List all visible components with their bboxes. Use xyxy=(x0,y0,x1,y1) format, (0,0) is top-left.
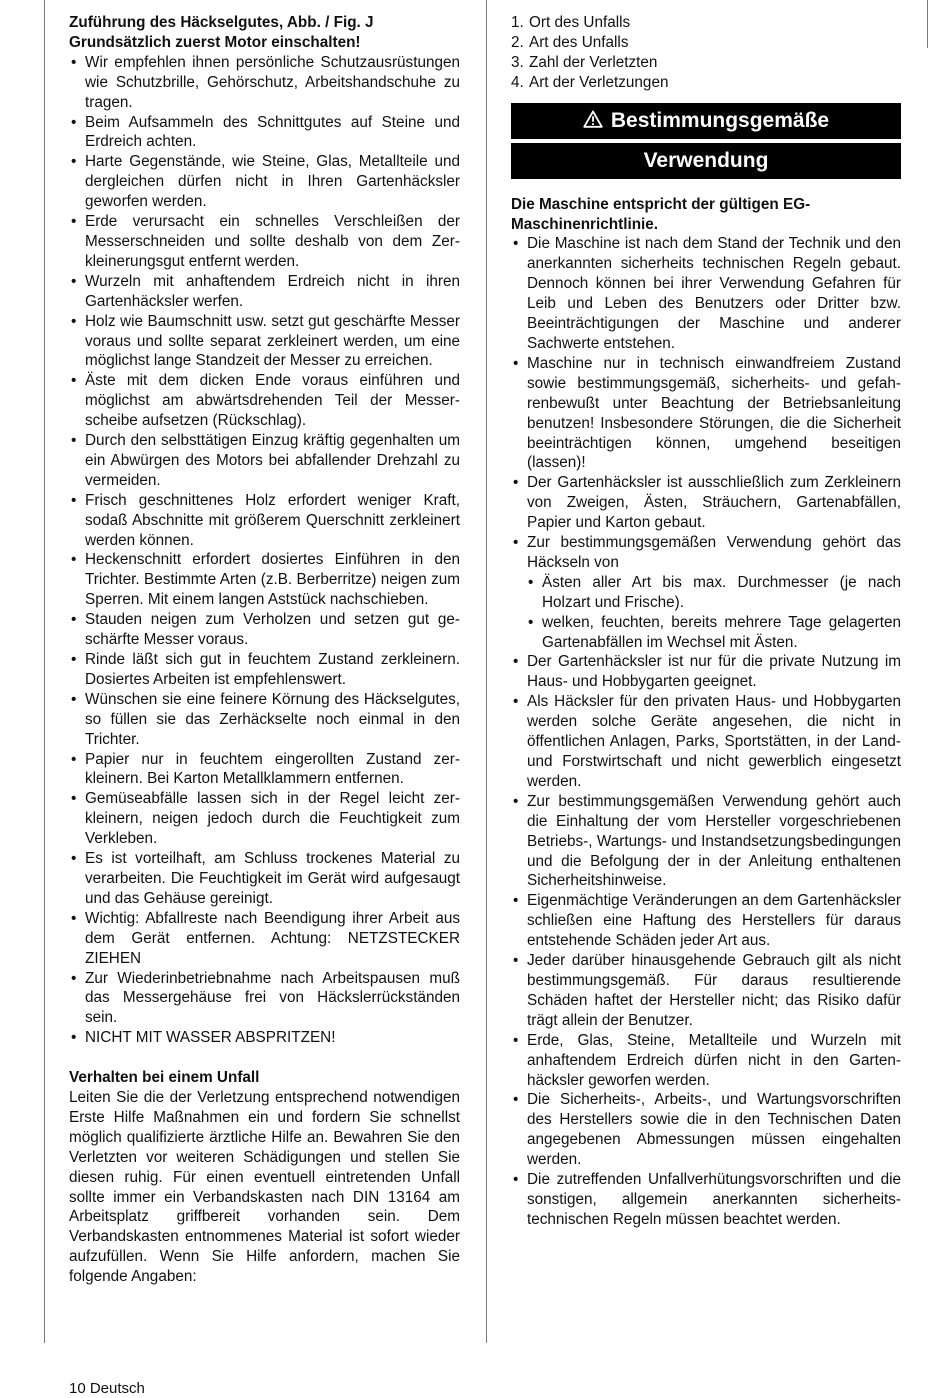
section-spacer xyxy=(69,1048,460,1068)
list-item: 2. Art des Unfalls xyxy=(511,33,629,51)
list-item: • Zur bestimmungsgemäßen Verwendung gehört auch die Einhaltung der vom Hersteller vorgeschriebenen Betriebs-, Wartungs- und Instandsetzungsbedingungen und die Befolgung der in der Anleitung enthaltenen Sicherheitshinweise. xyxy=(511,792,901,892)
list-item: • Rinde läßt sich gut in feuchtem Zustand zerkleinern. Dosiertes Arbeiten ist empfehlenswert. xyxy=(69,650,460,690)
column-divider-rule xyxy=(486,0,487,1343)
list-item: • NICHT MIT WASSER ABSPRITZEN! xyxy=(69,1028,460,1048)
page-footer: 10 Deutsch xyxy=(69,1380,145,1397)
list-item: • Zur bestimmungsgemäßen Verwendung gehört das Häckseln von • Ästen aller Art bis max. Durchmesser (je nach Holzart und Frische). • welken, feuchten, bereits mehrere Tage gelagerten Gartenabfällen im Wechsel mit Ästen. xyxy=(511,533,901,652)
feeding-heading: Zuführung des Häckselgutes, Abb. / Fig. J xyxy=(69,14,374,31)
accident-info-list xyxy=(511,13,901,93)
sub-list-item: • welken, feuchten, bereits mehrere Tage gelagerten Gartenabfällen im Wechsel mit Ästen. xyxy=(527,613,901,653)
list-item: • Der Gartenhäcksler ist ausschließlich zum Zerkleinern von Zweigen, Ästen, Sträuchern, Gartenabfällen, Papier und Karton gebaut. xyxy=(511,473,901,533)
section-banner-subtitle: Verwendung xyxy=(511,143,901,179)
list-item: • Holz wie Baumschnitt usw. setzt gut geschärfte Messer voraus und sollte separat zerkleinert werden, um eine möglichst lange Standzeit der Messer zu erreichen. xyxy=(69,312,460,372)
list-item: • Die Maschine ist nach dem Stand der Technik und den anerkannten sicherheits technischen Regeln gebaut. Dennoch können bei ihrer Verwendung Gefahren für Leib und Leben des Benutzers oder Dritter bzw. Beeinträchtigungen der Maschine und anderer Sachwerte entstehen. xyxy=(511,234,901,353)
list-item: • Äste mit dem dicken Ende voraus einführen und möglichst am abwärtsdrehenden Teil der Messerscheibe aufsetzen (Rückschlag). xyxy=(69,371,460,431)
list-item: • Durch den selbsttätigen Einzug kräftig gegenhalten um ein Abwürgen des Motors bei abfallender Drehzahl zu vermeiden. xyxy=(69,431,460,491)
list-item: • Zur Wiederinbetriebnahme nach Arbeitspausen muß das Messergehäuse frei von Häckslerrückständen sein. xyxy=(69,969,460,1029)
list-item: • Gemüseabfälle lassen sich in der Regel leicht zerkleinern, neigen jedoch durch die Feuchtigkeit zum Verkleben. xyxy=(69,789,460,849)
sub-bullet-list xyxy=(527,573,901,653)
engine-first-heading: Grundsätzlich zuerst Motor einschalten! xyxy=(69,33,361,51)
warning-triangle-icon xyxy=(583,110,603,128)
feeding-bullet-list xyxy=(69,53,460,1048)
list-item: • Stauden neigen zum Verholzen und setzen gut geschärfte Messer voraus. xyxy=(69,610,460,650)
list-item: • Wichtig: Abfallreste nach Beendigung ihrer Arbeit aus dem Gerät entfernen. Achtung: NETZSTECKER ZIEHEN xyxy=(69,909,460,969)
list-item: 3. Zahl der Verletzten xyxy=(511,53,658,71)
list-item: • Papier nur in feuchtem eingerollten Zustand zerkleinern. Bei Karton Metallklammern entfernen. xyxy=(69,750,460,790)
list-item: • Wir empfehlen ihnen persönliche Schutzausrüstungen wie Schutzbrille, Gehörschutz, Arbeitshandschuhe zu tragen. xyxy=(69,53,460,113)
list-item: • Frisch geschnittenes Holz erfordert weniger Kraft, sodaß Abschnitte mit größerem Querschnitt zerkleinert werden können. xyxy=(69,491,460,551)
sub-list-item: • Ästen aller Art bis max. Durchmesser (je nach Holzart und Frische). xyxy=(527,573,901,613)
list-item: • Wurzeln mit anhaftendem Erdreich nicht in ihren Gartenhäcksler werfen. xyxy=(69,272,460,312)
accident-heading: Verhalten bei einem Unfall xyxy=(69,1069,260,1087)
list-item: • Es ist vorteilhaft, am Schluss trockenes Material zu verarbeiten. Die Feuchtigkeit im Gerät wird aufgesaugt und das Gehäuse gereinigt. xyxy=(69,849,460,909)
list-item: • Als Häcksler für den privaten Haus- und Hobbygarten werden solche Geräte angesehen, die nicht in öffentlichen Anlagen, Parks, Sportstätten, in der Land- und Forstwirtschaft und nicht gewerblich eingesetzt werden. xyxy=(511,692,901,792)
list-item: • Harte Gegenstände, wie Steine, Glas, Metallteile und dergleichen dürfen nicht in Ihren Gartenhäcksler geworfen werden. xyxy=(69,152,460,212)
list-item: • Eigenmächtige Veränderungen an dem Gartenhäcksler schließen eine Haftung des Herstellers für daraus entstehende Schäden jeder Art aus. xyxy=(511,891,901,951)
list-item: 4. Art der Verletzungen xyxy=(511,73,669,91)
list-item: • Erde, Glas, Steine, Metallteile und Wurzeln mit anhaftendem Erdreich dürfen nicht in den Gartenhäcksler geworfen werden. xyxy=(511,1031,901,1091)
intended-use-bullet-list xyxy=(511,234,901,1229)
left-margin-rule xyxy=(44,0,45,1343)
right-column xyxy=(511,13,901,1230)
list-item: • Die zutreffenden Unfallverhütungsvorschriften und die sonstigen, allgemein anerkannten sicherheitstechnischen Regeln müssen beachtet werden. xyxy=(511,1170,901,1230)
section-banner-title: Bestimmungsgemäße xyxy=(511,103,901,139)
list-item: • Beim Aufsammeln des Schnittgutes auf Steine und Erdreich achten. xyxy=(69,113,460,153)
list-item: • Heckenschnitt erfordert dosiertes Einführen in den Trichter. Bestimmte Arten (z.B. Berberritze) neigen zum Sperren. Mit einem langen Aststück nachschieben. xyxy=(69,550,460,610)
list-item: • Der Gartenhäcksler ist nur für die private Nutzung im Haus- und Hobbygarten geeignet. xyxy=(511,652,901,692)
list-item: • Wünschen sie eine feinere Körnung des Häckselgutes, so füllen sie das Zerhäckselte noch einmal in den Trichter. xyxy=(69,690,460,750)
left-column xyxy=(69,13,460,1287)
accident-paragraph: Leiten Sie die der Verletzung entsprechend notwendigen Erste Hilfe Maßnahmen ein und fordern Sie schnellst möglich qualifizierte ärztliche Hilfe an. Bewahren Sie den Verletzten vor weiteren Schädigungen und stellen Sie diesen ruhig. Für einen eventuell eintretenden Unfall sollte immer ein Verbandskasten nach DIN 13164 am Arbeitsplatz griffbereit vorhanden sein. Dem Verbandskasten entnommenes Material ist sofort wieder aufzufüllen. Wenn Sie Hilfe anfordern, machen Sie folgende Angaben: xyxy=(69,1089,460,1286)
list-item: • Erde verursacht ein schnelles Verschleißen der Messerschneiden und sollte deshalb von dem Zerkleinerungsgut entfernt werden. xyxy=(69,212,460,272)
list-item: • Die Sicherheits-, Arbeits-, und Wartungsvorschriften des Herstellers sowie die in den Technischen Daten angegebenen Abmessungen müssen eingehalten werden. xyxy=(511,1090,901,1170)
list-item: • Maschine nur in technisch einwandfreiem Zustand sowie bestimmungsgemäß, sicherheits- und gefahrenbewußt unter Beachtung der Betriebsanleitung benutzen! Insbesondere Störungen, die die Sicherheit beeinträchtigen können, umgehend beseitigen (lassen)! xyxy=(511,354,901,473)
list-item: 1. Ort des Unfalls xyxy=(511,14,631,31)
right-margin-rule xyxy=(927,0,928,48)
list-item: • Jeder darüber hinausgehende Gebrauch gilt als nicht bestimmungsgemäß. Für daraus resultierende Schäden haftet der Hersteller nicht; das Risiko dafür trägt allein der Benutzer. xyxy=(511,951,901,1031)
ec-directive-heading: Die Maschine entspricht der gültigen EG-Maschinenrichtlinie. xyxy=(511,195,811,233)
